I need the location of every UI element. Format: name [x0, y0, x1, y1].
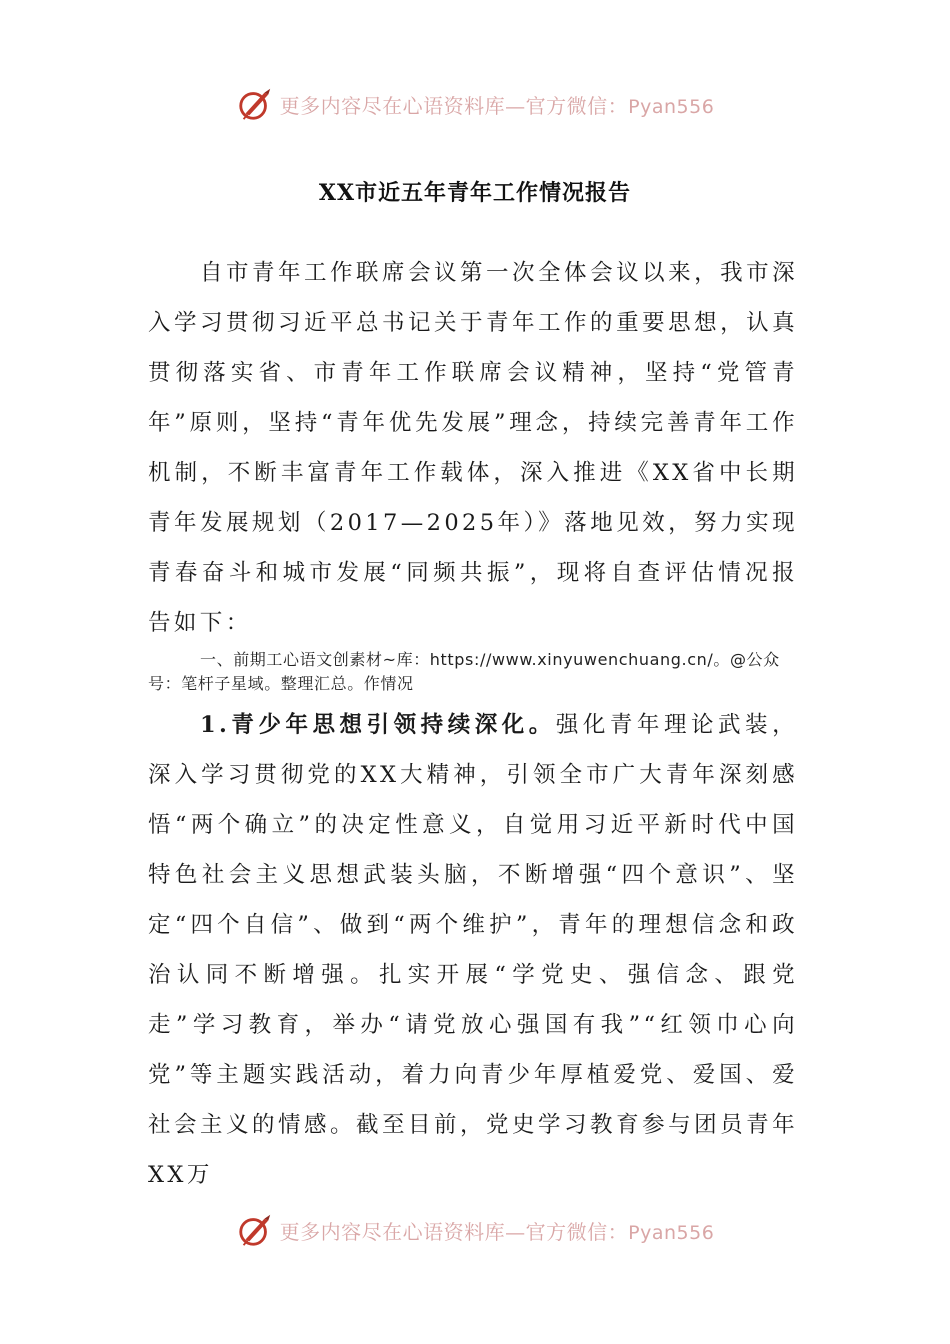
banner-text — [280, 90, 715, 119]
banner-prefix: 更多内容尽在心语资料库—官方微信： — [279, 1219, 629, 1244]
banner-wechat-id: Pyan556 — [628, 95, 715, 118]
top-watermark-banner — [0, 82, 950, 126]
document-body — [148, 248, 798, 1200]
quill-pen-logo-icon — [236, 1211, 274, 1249]
section-heading: 一、前期工心语文创素材~库：https://www.xinyuwenchuang.cn/。@公众号：笔杆子星域。整理汇总。作情况 — [148, 650, 780, 693]
document-title: XX市近五年青年工作情况报告 — [318, 180, 632, 206]
item-1-paragraph — [148, 700, 798, 1200]
item-1-body: 强化青年理论武装，深入学习贯彻党的XX大精神，引领全市广大青年深刻感悟“两个确立”的决定性意义，自觉用习近平新时代中国特色社会主义思想武装头脑，不断增强“四个意识”、坚定“四个自信”、做到“两个维护”，青年的理想信念和政治认同不断增强。扎实开展“学党史、强信念、跟党走”学习教育，举办“请党放心强国有我”“红领巾心向党”等主题实践活动，着力向青少年厚植爱党、爱国、爱社会主义的情感。截至目前，党史学习教育参与团员青年XX万 — [148, 712, 798, 1188]
banner-prefix: 更多内容尽在心语资料库—官方微信： — [279, 93, 629, 118]
banner-wechat-id: Pyan556 — [628, 1221, 715, 1244]
bottom-watermark-banner — [0, 1208, 950, 1252]
quill-pen-logo-icon — [236, 85, 274, 123]
banner-text — [280, 1216, 715, 1245]
intro-paragraph: 自市青年工作联席会议第一次全体会议以来，我市深入学习贯彻习近平总书记关于青年工作的重要思想，认真贯彻落实省、市青年工作联席会议精神，坚持“党管青年”原则，坚持“青年优先发展”理念，持续完善青年工作机制，不断丰富青年工作载体，深入推进《XX省中长期青年发展规划（2017—2025年）》落地见效，努力实现青春奋斗和城市发展“同频共振”，现将自查评估情况报告如下： — [148, 260, 798, 636]
item-1-lead: 1.青少年思想引领持续深化。 — [200, 712, 556, 738]
